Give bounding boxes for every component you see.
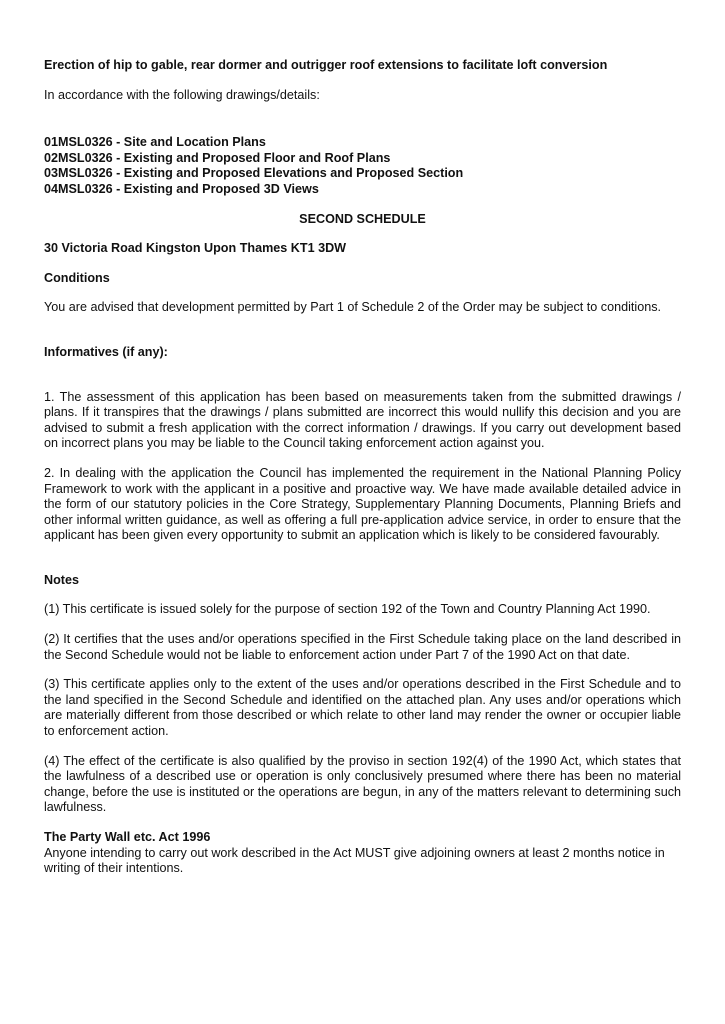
conditions-heading: Conditions <box>44 270 110 285</box>
informative-item: 1. The assessment of this application has been based on measurements taken from the submitted drawings / plans. If it transpires that the drawings / plans submitted are incorrect this would nullify this decision and you are advised to submit a fresh application with the correct information / drawings. If you carry out development based on incorrect plans you may be liable to the Council taking enforcement action against you. <box>44 389 681 451</box>
party-wall-heading: The Party Wall etc. Act 1996 <box>44 830 211 844</box>
informative-item: 2. In dealing with the application the Council has implemented the requirement in the National Planning Policy Framework to work with the applicant in a positive and proactive way. We have made available detailed advice in the form of our statutory policies in the Core Strategy, Supplementary Planning Documents, Planning Briefs and other informal written guidance, as well as offering a full pre-application advice service, in order to ensure that the applicant has been given every opportunity to submit an application which is likely to be considered favourably. <box>44 465 681 543</box>
drawing-item: 04MSL0326 - Existing and Proposed 3D Views <box>44 181 319 196</box>
conditions-text: You are advised that development permitted by Part 1 of Schedule 2 of the Order may be subject to conditions. <box>44 300 661 315</box>
site-address: 30 Victoria Road Kingston Upon Thames KT1 3DW <box>44 241 347 256</box>
informatives-heading: Informatives (if any): <box>44 344 168 359</box>
drawings-intro: In accordance with the following drawings/details: <box>44 87 320 102</box>
second-schedule-heading: SECOND SCHEDULE <box>299 211 426 226</box>
note-item: (2) It certifies that the uses and/or operations specified in the First Schedule taking place on the land described in the Second Schedule would not be liable to enforcement action under Part 7 of the 1990 Act on that date. <box>44 632 681 662</box>
note-item: (1) This certificate is issued solely for the purpose of section 192 of the Town and Country Planning Act 1990. <box>44 602 651 617</box>
drawing-item: 01MSL0326 - Site and Location Plans <box>44 135 266 150</box>
drawing-item: 02MSL0326 - Existing and Proposed Floor and Roof Plans <box>44 150 391 165</box>
note-item: (4) The effect of the certificate is also qualified by the proviso in section 192(4) of the 1990 Act, which states that the lawfulness of a described use or operation is only conclusively presumed where there has been no material change, before the use is instituted or the operations are begun, in any of the matters relevant to determining such lawfulness. <box>44 753 681 815</box>
drawing-item: 03MSL0326 - Existing and Proposed Elevations and Proposed Section <box>44 166 464 181</box>
notes-heading: Notes <box>44 572 79 587</box>
proposal-title: Erection of hip to gable, rear dormer and outrigger roof extensions to facilitate loft conversion <box>44 58 608 72</box>
drawings-list <box>44 135 681 197</box>
note-item: (3) This certificate applies only to the extent of the uses and/or operations described in the First Schedule and to the land specified in the Second Schedule and identified on the attached plan. Any uses and/or operations which are materially different from those described or which relate to other land may render the owner or occupier liable to enforcement action. <box>44 677 681 739</box>
party-wall-text: Anyone intending to carry out work described in the Act MUST give adjoining owners at least 2 months notice in writing of their intentions. <box>44 845 665 876</box>
document-page <box>44 58 681 877</box>
